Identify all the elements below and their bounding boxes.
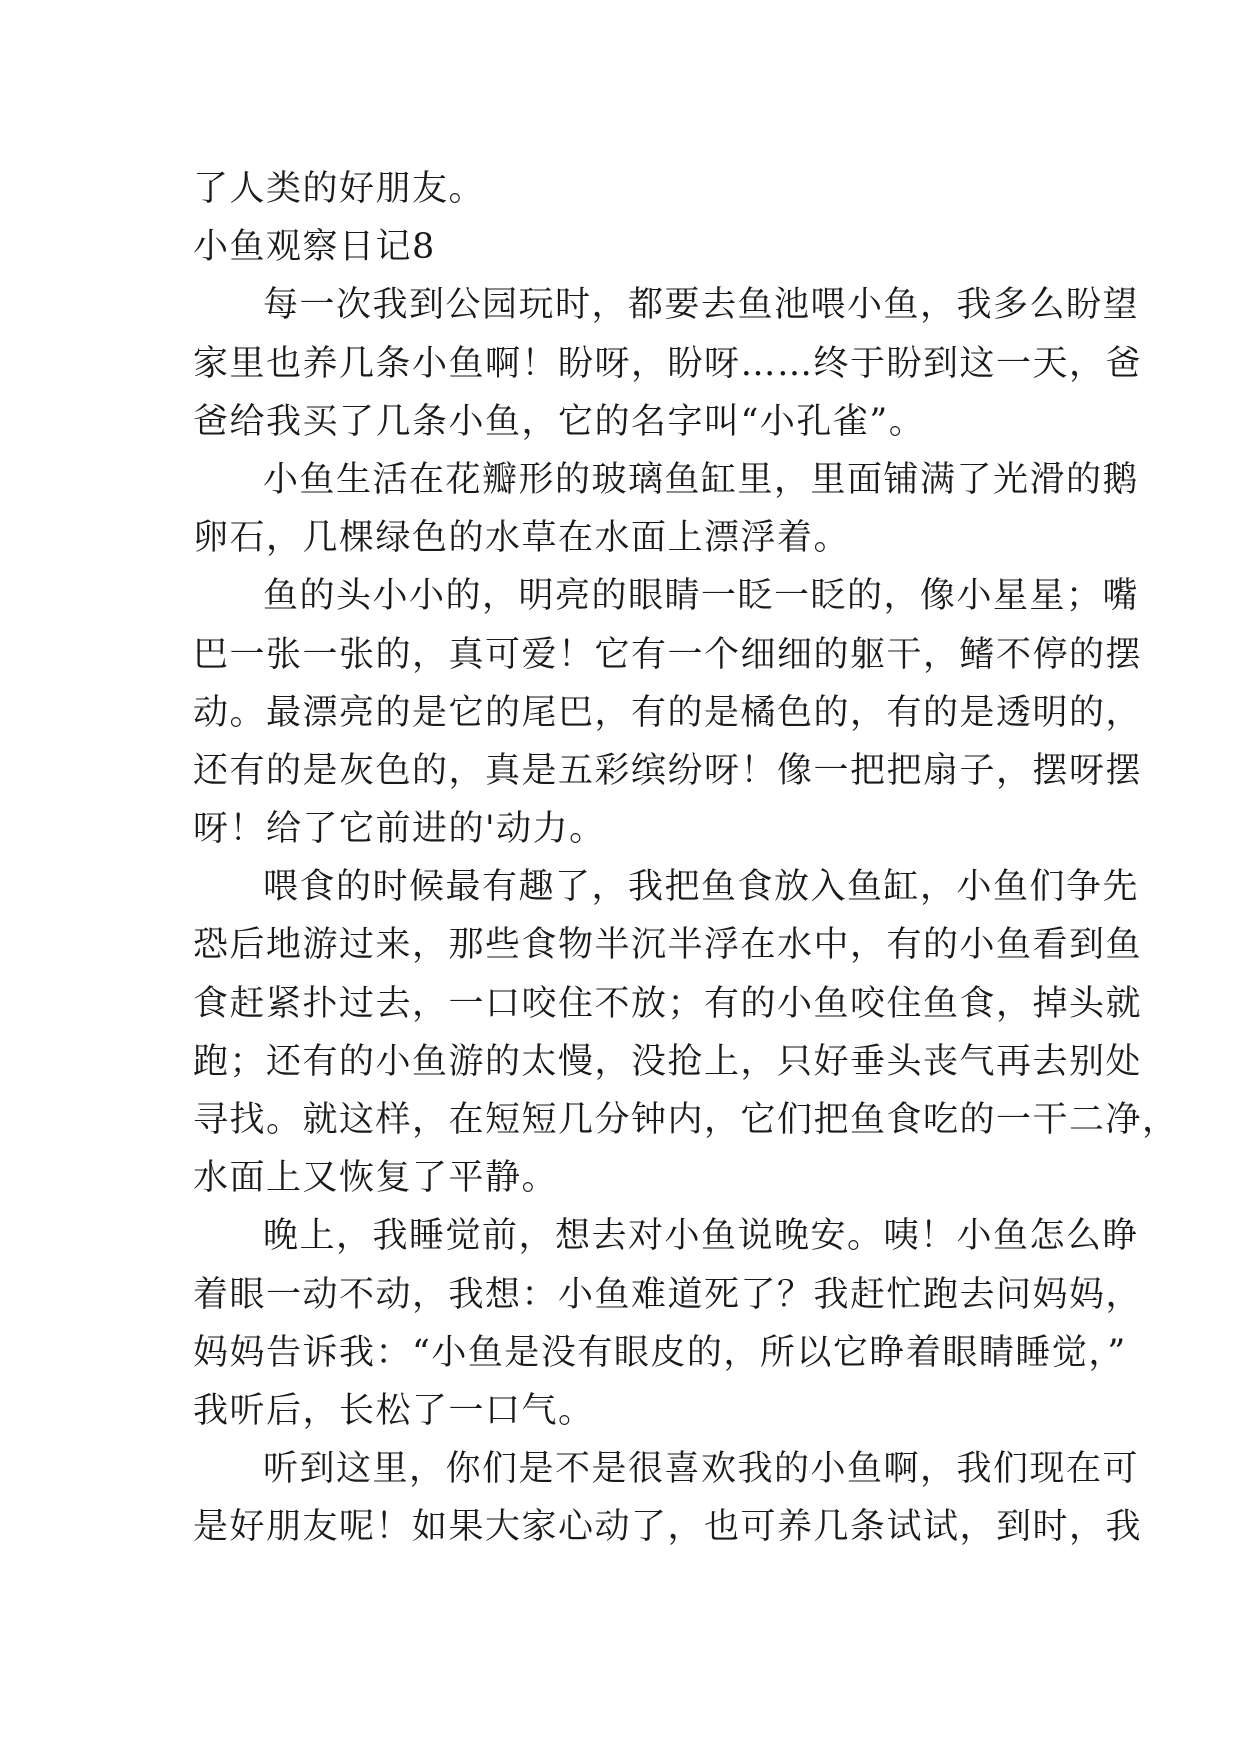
- paragraph-line: 跑；还有的小鱼游的太慢，没抢上，只好垂头丧气再去别处: [193, 1041, 1143, 1082]
- paragraph-line: 食赶紧扑过去，一口咬住不放；有的小鱼咬住鱼食，掉头就: [193, 983, 1143, 1024]
- paragraph-line: 我听后，长松了一口气。: [193, 1390, 595, 1431]
- paragraph-line: 巴一张一张的，真可爱！它有一个细细的躯干，鳍不停的摆: [193, 634, 1143, 675]
- paragraph-line: 喂食的时候最有趣了，我把鱼食放入鱼缸，小鱼们争先: [263, 867, 1140, 908]
- section-title: 小鱼观察日记8: [193, 227, 436, 268]
- paragraph-line: 晚上，我睡觉前，想去对小鱼说晚安。咦！小鱼怎么睁: [263, 1216, 1140, 1257]
- paragraph-line: 恐后地游过来，那些食物半沉半浮在水中，有的小鱼看到鱼: [193, 925, 1143, 966]
- paragraph-line: 寻找。就这样，在短短几分钟内，它们把鱼食吃的一干二净，: [193, 1100, 1179, 1140]
- paragraph-line: 鱼的头小小的，明亮的眼睛一眨一眨的，像小星星；嘴: [263, 576, 1140, 617]
- paragraph-line: 还有的是灰色的，真是五彩缤纷呀！像一把把扇子，摆呀摆: [193, 750, 1143, 791]
- paragraph-line: 小鱼生活在花瓣形的玻璃鱼缸里，里面铺满了光滑的鹅: [263, 459, 1140, 500]
- text-line: 了人类的好朋友。: [193, 169, 486, 209]
- paragraph-line: 每一次我到公园玩时，都要去鱼池喂小鱼，我多么盼望: [263, 285, 1140, 326]
- paragraph-line: 水面上又恢复了平静。: [193, 1158, 559, 1199]
- paragraph-line: 呀！给了它前进的'动力。: [193, 809, 606, 850]
- paragraph-line: 爸给我买了几条小鱼，它的名字叫“小孔雀”。: [193, 401, 926, 442]
- paragraph-line: 听到这里，你们是不是很喜欢我的小鱼啊，我们现在可: [263, 1449, 1140, 1490]
- paragraph-line: 着眼一动不动，我想：小鱼难道死了？我赶忙跑去问妈妈，: [193, 1274, 1143, 1315]
- paragraph-line: 动。最漂亮的是它的尾巴，有的是橘色的，有的是透明的，: [193, 692, 1143, 733]
- document-body: [193, 160, 1179, 1557]
- paragraph-line: 家里也养几条小鱼啊！盼呀，盼呀……终于盼到这一天，爸: [193, 343, 1143, 384]
- paragraph-line: 妈妈告诉我：“小鱼是没有眼皮的，所以它睁着眼睛睡觉，”: [193, 1332, 1127, 1373]
- paragraph-line: 卵石，几棵绿色的水草在水面上漂浮着。: [193, 518, 851, 559]
- paragraph-line: 是好朋友呢！如果大家心动了，也可养几条试试，到时，我: [193, 1507, 1143, 1548]
